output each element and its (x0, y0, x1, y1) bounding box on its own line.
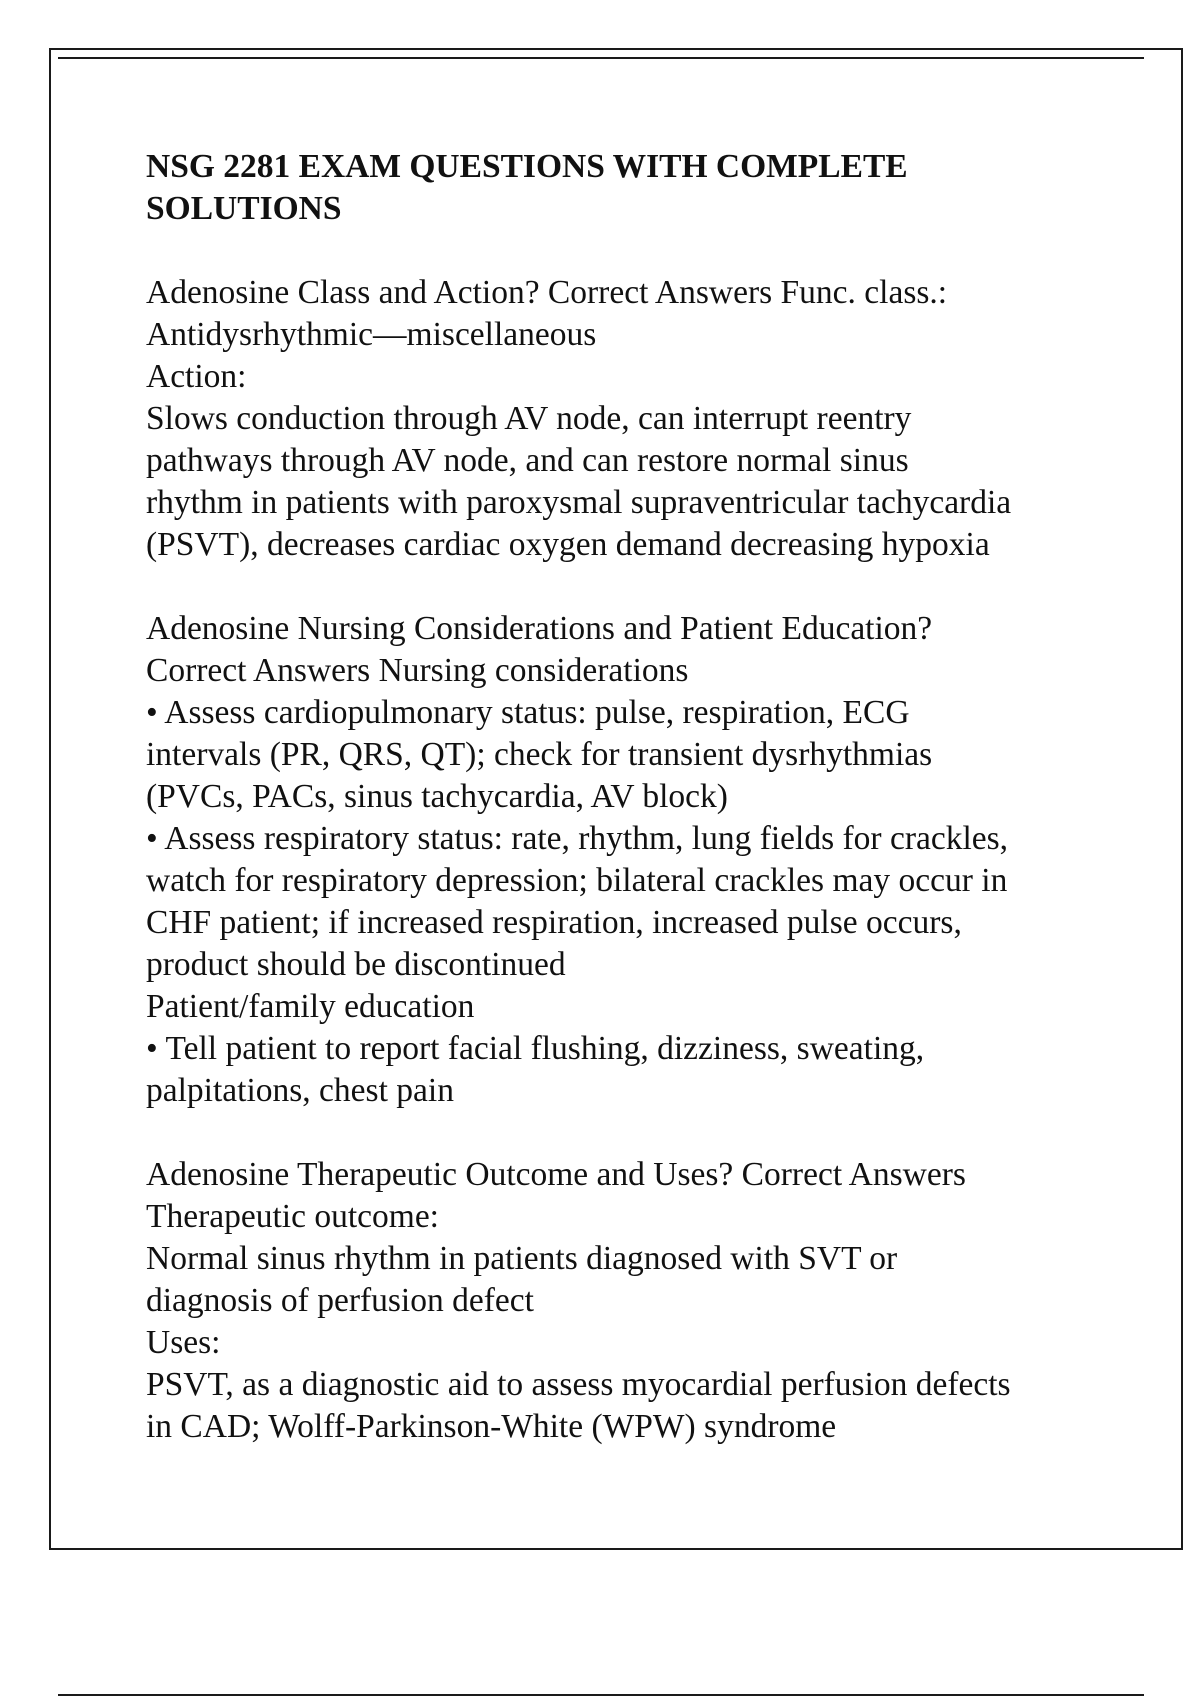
qa-block-class-action (146, 272, 1096, 566)
qa-line: Slows conduction through AV node, can interrupt reentry (146, 400, 912, 437)
qa-line: Adenosine Therapeutic Outcome and Uses? Correct Answers (146, 1156, 966, 1193)
qa-line: Antidysrhythmic—miscellaneous (146, 316, 597, 353)
qa-line: Action: (146, 358, 247, 395)
qa-block-therapeutic-outcome (146, 1154, 1096, 1448)
document-title (146, 146, 1096, 230)
qa-line: (PSVT), decreases cardiac oxygen demand decreasing hypoxia (146, 526, 990, 563)
qa-line: rhythm in patients with paroxysmal supraventricular tachycardia (146, 484, 1012, 521)
qa-block-nursing-considerations (146, 608, 1096, 1112)
document-body (146, 146, 1096, 1490)
qa-line: palpitations, chest pain (146, 1072, 454, 1109)
qa-line: intervals (PR, QRS, QT); check for transient dysrhythmias (146, 736, 933, 773)
footer-rule (58, 1694, 1144, 1696)
title-line: NSG 2281 EXAM QUESTIONS WITH COMPLETE (146, 148, 908, 185)
qa-line: • Tell patient to report facial flushing, dizziness, sweating, (146, 1030, 925, 1067)
qa-line: in CAD; Wolff-Parkinson-White (WPW) syndrome (146, 1408, 837, 1445)
header-rule (58, 57, 1144, 59)
qa-line: diagnosis of perfusion defect (146, 1282, 534, 1319)
qa-line: product should be discontinued (146, 946, 566, 983)
qa-line: • Assess cardiopulmonary status: pulse, respiration, ECG (146, 694, 910, 731)
qa-line: CHF patient; if increased respiration, increased pulse occurs, (146, 904, 962, 941)
qa-line: watch for respiratory depression; bilateral crackles may occur in (146, 862, 1008, 899)
qa-line: Correct Answers Nursing considerations (146, 652, 689, 689)
qa-line: PSVT, as a diagnostic aid to assess myocardial perfusion defects (146, 1366, 1011, 1403)
qa-line: Adenosine Nursing Considerations and Patient Education? (146, 610, 933, 647)
qa-line: • Assess respiratory status: rate, rhythm, lung fields for crackles, (146, 820, 1009, 857)
qa-line: Normal sinus rhythm in patients diagnosed with SVT or (146, 1240, 898, 1277)
qa-line: Therapeutic outcome: (146, 1198, 439, 1235)
qa-line: pathways through AV node, and can restore normal sinus (146, 442, 909, 479)
qa-line: (PVCs, PACs, sinus tachycardia, AV block) (146, 778, 728, 815)
qa-line: Patient/family education (146, 988, 475, 1025)
title-line: SOLUTIONS (146, 190, 342, 227)
qa-line: Uses: (146, 1324, 221, 1361)
qa-line: Adenosine Class and Action? Correct Answers Func. class.: (146, 274, 948, 311)
